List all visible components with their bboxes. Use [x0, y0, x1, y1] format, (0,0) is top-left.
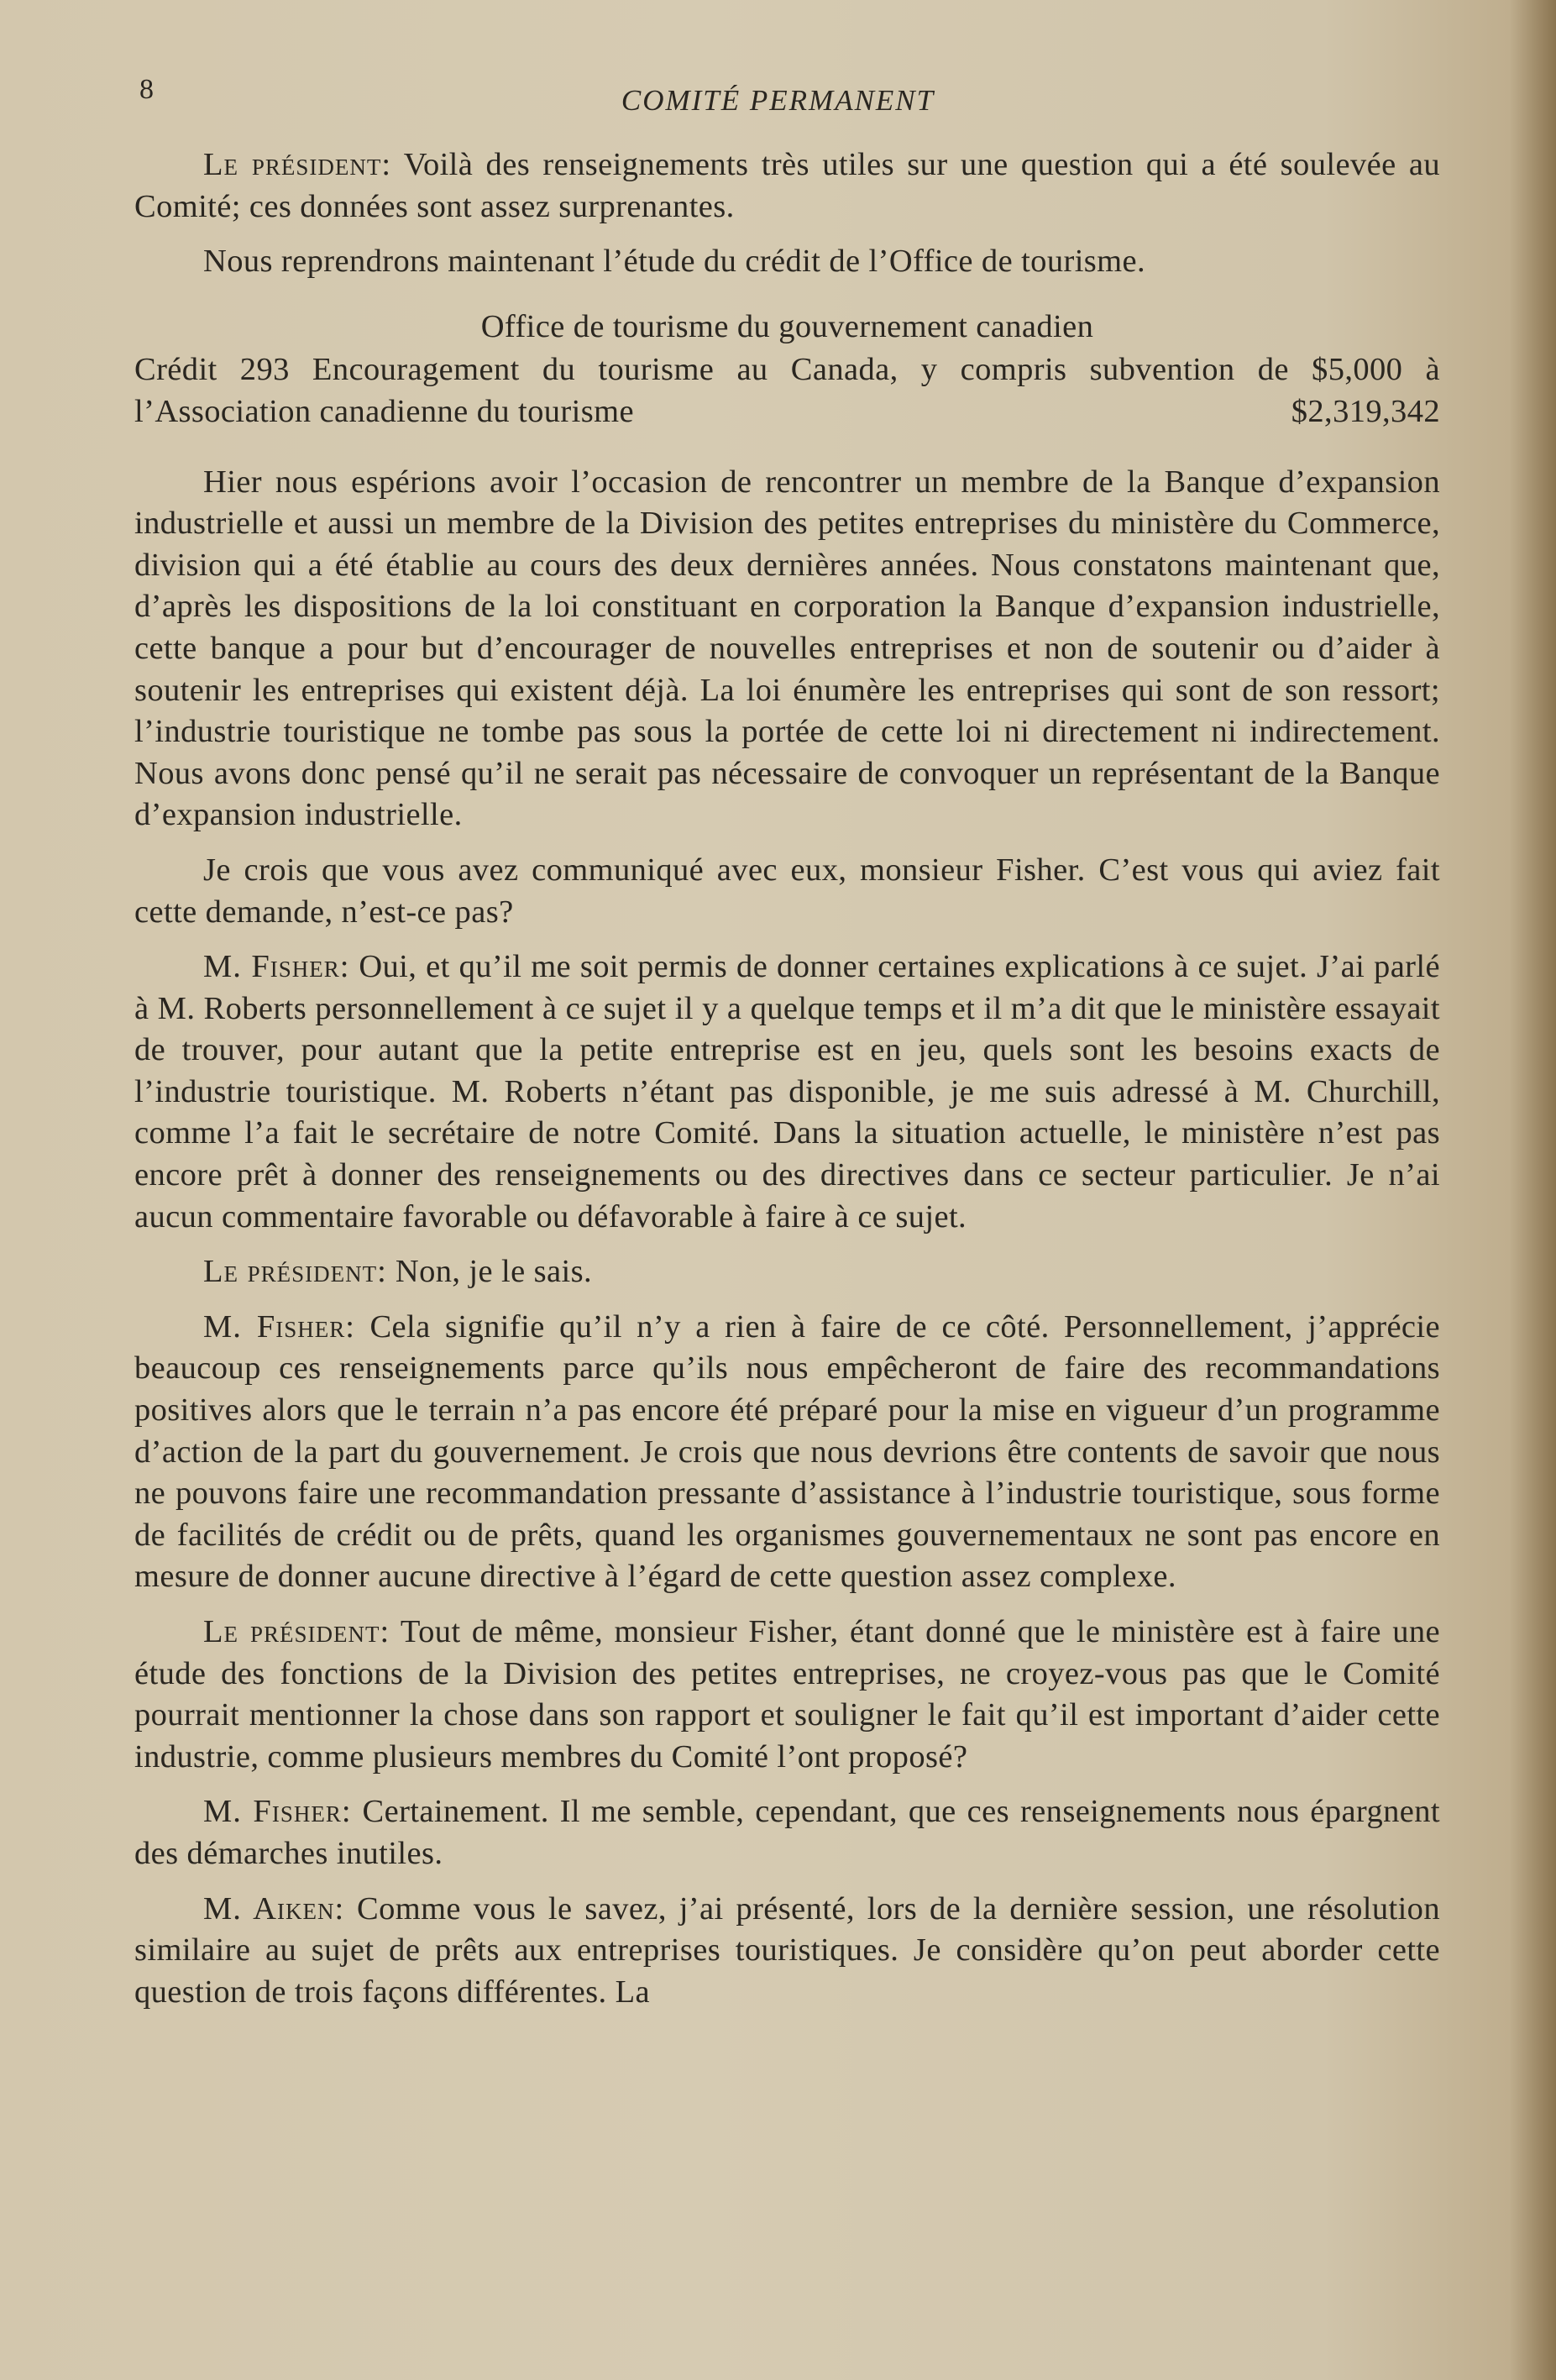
section-title: Office de tourisme du gouvernement canadien — [480, 308, 1094, 344]
paragraph-text: Cela signifie qu’il n’y a rien à faire de ce côté. Personnellement, j’apprécie beaucoup ces renseignements parce qu’ils nous empêcheront de faire des recommandations positives alors que le terrain n’a pas encore été préparé pour la mise en vigueur d’un programme d’action de la part du gouvernement. Je crois que nous devrions être contents de savoir que nous ne pouvons faire une recommandation pressante d’assistance à l’industrie touristique, sous forme de facilités de crédit ou de prêts, quand les organismes gouvernementaux ne sont pas encore en mesure de donner aucune directive à l’égard de cette question assez complexe. — [134, 1308, 1440, 1595]
paragraph-text: Certainement. Il me semble, cependant, que ces renseignements nous épargnent des démarches inutiles. — [134, 1794, 1440, 1871]
paragraph — [134, 1307, 1440, 1598]
paragraph-text: Tout de même, monsieur Fisher, étant donné que le ministère est à faire une étude des fonctions de la Division des petites entreprises, ne croyez-vous pas que le Comité pourrait mentionner la chose dans son rapport et souligner le fait qu’il est important d’aider cette industrie, comme plusieurs membres du Comité l’ont proposé? — [134, 1614, 1441, 1775]
vote-amount: $2,319,342 — [1291, 393, 1440, 429]
vote-entry — [134, 349, 1440, 432]
paragraph — [134, 850, 1440, 933]
speaker-label: M. Fisher: — [203, 1794, 352, 1830]
paragraph-text: Voilà des renseignements très utiles sur une question qui a été soulevée au Comité; ces données sont assez surprenantes. — [134, 147, 1440, 224]
paragraph-text: Je crois que vous avez communiqué avec eux, monsieur Fisher. C’est vous qui aviez fait cette demande, n’est-ce pas? — [134, 852, 1440, 930]
paragraph-text: Hier nous espérions avoir l’occasion de rencontrer un membre de la Banque d’expansion industrielle et aussi un membre de la Division des petites entreprises du ministère du Commerce, division qui a été établie au cours des deux dernières années. Nous constatons maintenant que, d’après les dispositions de la loi constituant en corporation la Banque d’expansion industrielle, cette banque a pour but d’encourager de nouvelles entreprises et non de soutenir ou d’aider à soutenir les entreprises qui existent déjà. La loi énumère les entreprises qui sont de son ressort; l’industrie touristique ne tombe pas sous la portée de cette loi ni directement ni indirectement. Nous avons donc pensé qu’il ne serait pas nécessaire de convoquer un représentant de la Banque d’expansion industrielle. — [134, 464, 1440, 833]
vote-text: Crédit 293 Encouragement du tourisme au Canada, y compris subvention de $5,000 à l’Association canadienne du tourisme — [134, 352, 1440, 429]
paragraph — [134, 1251, 1440, 1293]
paragraph-text: Comme vous le savez, j’ai présenté, lors de la dernière session, une résolution similaire au sujet de prêts aux entreprises touristiques. Je considère qu’on peut aborder cette question de trois façons différentes. La — [134, 1890, 1440, 2010]
paragraph — [134, 241, 1440, 283]
speaker-label: M. Aiken: — [203, 1890, 345, 1927]
speaker-label: M. Fisher: — [203, 1308, 356, 1345]
speaker-label: Le président: — [203, 1614, 390, 1649]
paragraph-text: Non, je le sais. — [386, 1254, 593, 1290]
paragraph — [134, 946, 1440, 1238]
paragraph — [134, 1612, 1440, 1778]
page-number: 8 — [139, 74, 155, 105]
page-body — [134, 144, 1440, 2026]
running-head: COMITÉ PERMANENT — [621, 84, 935, 117]
paragraph — [134, 462, 1440, 836]
speaker-label: Le président: — [203, 147, 392, 182]
speaker-label: M. Fisher: — [203, 949, 350, 985]
paragraph-text: Nous reprendrons maintenant l’étude du crédit de l’Office de tourisme. — [203, 244, 1146, 280]
speaker-label: Le président: — [203, 1254, 387, 1290]
paragraph-text: Oui, et qu’il me soit permis de donner certaines explications à ce sujet. J’ai parlé à M. Roberts personnellement à ce sujet il y a quelque temps et il m’a dit que le ministère essayait de trouver, pour autant que la petite entreprise est en jeu, quels sont les besoins exacts de l’industrie touristique. M. Roberts n’étant pas disponible, je me suis adressé à M. Churchill, comme l’a fait le secrétaire de notre Comité. Dans la situation actuelle, le ministère n’est pas encore prêt à donner des renseignements ou des directives dans ce secteur particulier. Je n’ai aucun commentaire favorable ou défavorable à faire à ce sujet. — [134, 949, 1440, 1235]
paragraph — [134, 1889, 1440, 2014]
paragraph — [134, 144, 1440, 228]
paragraph — [134, 1791, 1440, 1874]
